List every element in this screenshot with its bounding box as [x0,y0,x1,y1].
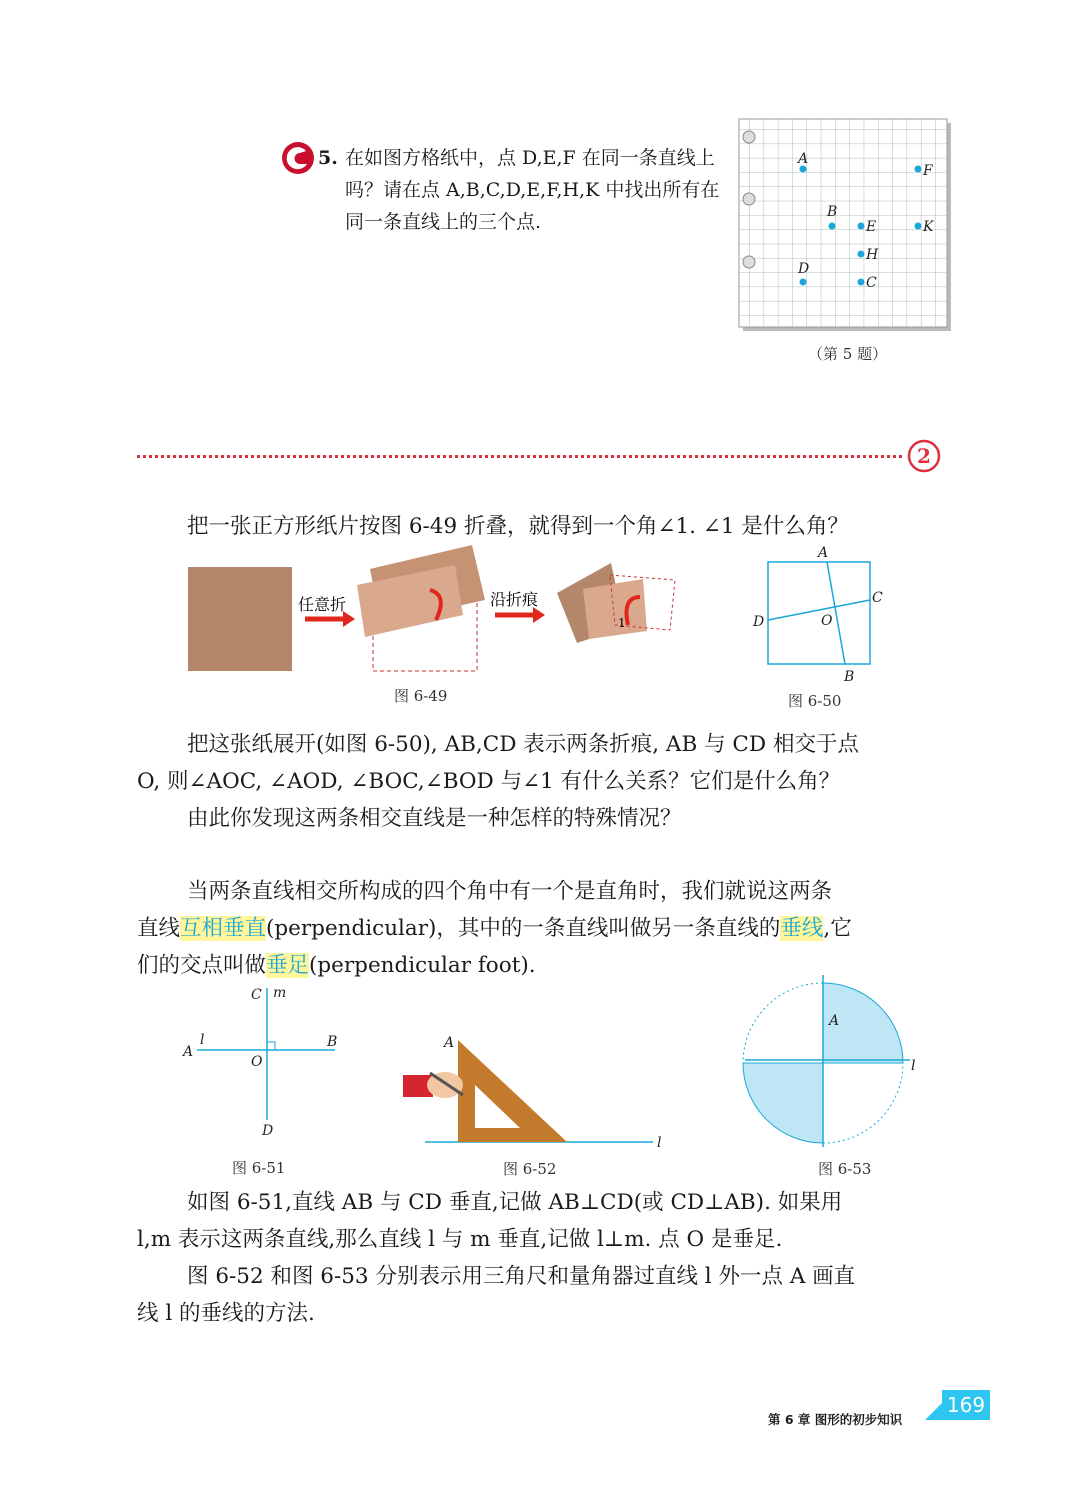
figure-6-53 [735,975,935,1150]
label-k: K [923,219,934,235]
point-c [858,279,865,286]
grid-paper-figure [735,115,955,335]
paragraph-2-line-2: O, 则∠AOC, ∠AOD, ∠BOC,∠BOD 与∠1 有什么关系？它们是什么角？ [137,769,841,794]
svg-text:O: O [251,1054,263,1070]
point-b [829,223,836,230]
term-perpendicular-foot: 垂足 [266,953,310,978]
footer-chapter: 第 6 章 图形的初步知识 [768,1412,903,1427]
figure-6-51 [175,980,355,1145]
page-number: 169 [942,1390,990,1420]
figure-6-49-caption: 图 6-49 [394,687,448,705]
svg-text:l: l [911,1058,916,1074]
svg-text:A: A [444,1035,455,1051]
definition-line-1: 当两条直线相交所构成的四个角中有一个是直角时，我们就说这两条 [187,879,833,904]
svg-text:A: A [818,545,829,561]
exercise-icon [280,140,316,176]
svg-text:C: C [251,987,262,1003]
exercise-text: 在如图方格纸中，点 D,E,F 在同一条直线上吗？请在点 A,B,C,D,E,F,H,K 中找出所有在同一条直线上的三个点. [345,147,720,233]
svg-text:O: O [821,613,833,629]
point-d [800,279,807,286]
point-h [858,251,865,258]
figure-6-52 [395,1025,675,1150]
svg-text:A: A [183,1044,194,1060]
label-a: A [798,151,809,167]
point-f [915,166,922,173]
label-b: B [827,204,838,220]
section-number: 2 [917,444,931,468]
paragraph-4-line-1: 如图 6-51,直线 AB 与 CD 垂直,记做 AB⊥CD(或 CD⊥AB). 如果用 [187,1190,843,1215]
term-perpendicular-line: 垂线 [780,916,824,941]
svg-text:A: A [829,1013,840,1029]
angle-1-label: 1 [618,616,626,630]
section-badge [906,438,942,474]
label-d: D [798,261,810,277]
svg-text:D: D [753,614,765,630]
fold-label-2: 沿折痕 [490,590,539,609]
paragraph-2-line-3: 由此你发现这两条相交直线是一种怎样的特殊情况？ [187,806,682,831]
figure-6-53-caption: 图 6-53 [818,1160,872,1178]
point-e [858,223,865,230]
label-h: H [866,247,879,263]
label-e: E [866,219,877,235]
exercise-caption: （第 5 题） [808,345,888,363]
definition-line-3: 们的交点叫做垂足(perpendicular foot). [137,953,536,978]
figure-6-52-caption: 图 6-52 [503,1160,557,1178]
svg-text:C: C [872,590,883,606]
svg-text:B: B [327,1034,338,1050]
svg-text:B: B [844,669,855,685]
figure-6-50 [745,540,905,690]
paragraph-5-line-2: 线 l 的垂线的方法. [137,1301,315,1326]
point-k [915,223,922,230]
paragraph-1: 把一张正方形纸片按图 6-49 折叠，就得到一个角∠1. ∠1 是什么角？ [187,514,849,539]
definition-line-2: 直线互相垂直(perpendicular)，其中的一条直线叫做另一条直线的垂线,它 [137,916,852,941]
term-perpendicular: 互相垂直 [180,916,267,941]
paragraph-5-line-1: 图 6-52 和图 6-53 分别表示用三角尺和量角器过直线 l 外一点 A 画直 [187,1264,856,1289]
figure-6-50-caption: 图 6-50 [788,692,842,710]
label-f: F [923,163,933,179]
figure-6-51-caption: 图 6-51 [232,1159,286,1177]
svg-text:m: m [273,985,287,1001]
section-divider [137,455,902,458]
svg-text:D: D [262,1123,274,1139]
svg-text:l: l [657,1135,662,1150]
paragraph-4-line-2: l,m 表示这两条直线,那么直线 l 与 m 垂直,记做 l⊥m. 点 O 是垂足. [137,1227,783,1252]
paragraph-2-line-1: 把这张纸展开(如图 6-50), AB,CD 表示两条折痕, AB 与 CD 相交于点 [187,732,859,757]
svg-text:l: l [200,1032,205,1048]
figure-6-49 [185,545,685,680]
fold-label-1: 任意折 [298,595,347,614]
exercise-number: 5. [318,147,338,169]
label-c: C [866,275,877,291]
